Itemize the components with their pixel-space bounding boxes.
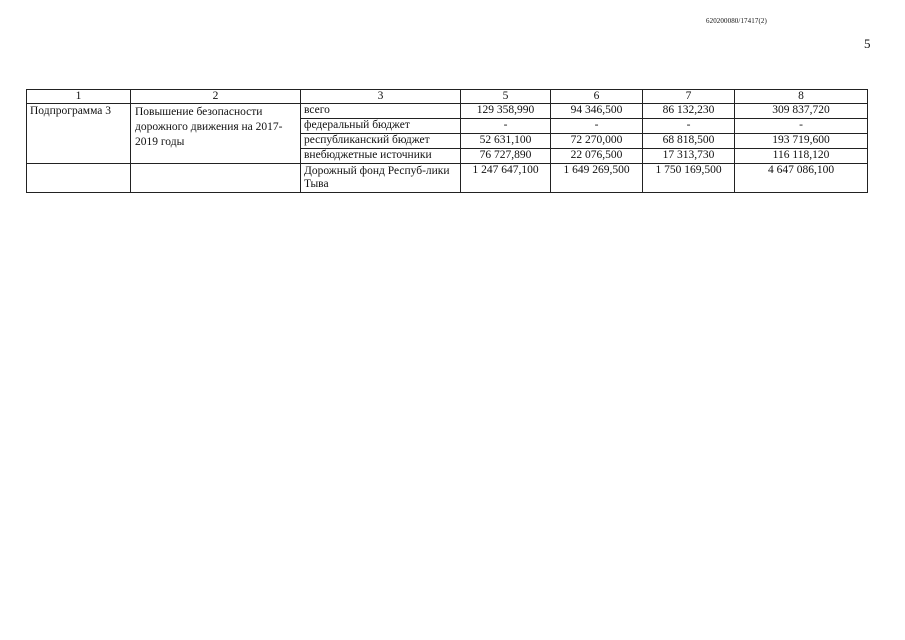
program-title: Повышение безопасности дорожного движения на 2017-2019 годы xyxy=(131,104,301,164)
table-cell: - xyxy=(551,119,643,134)
table-cell: 17 313,730 xyxy=(643,149,735,164)
page-number: 5 xyxy=(864,36,871,51)
column-header: 3 xyxy=(301,90,461,104)
funding-source: федеральный бюджет xyxy=(301,119,461,134)
column-header: 6 xyxy=(551,90,643,104)
table-cell: 76 727,890 xyxy=(461,149,551,164)
table-cell: - xyxy=(643,119,735,134)
budget-table xyxy=(26,89,868,193)
funding-source: республиканский бюджет xyxy=(301,134,461,149)
table-cell: 68 818,500 xyxy=(643,134,735,149)
funding-source: Дорожный фонд Респуб-лики Тыва xyxy=(301,164,461,193)
program-label: Подпрограмма 3 xyxy=(27,104,131,164)
table-cell: 1 649 269,500 xyxy=(551,164,643,193)
column-header: 7 xyxy=(643,90,735,104)
table-cell: 52 631,100 xyxy=(461,134,551,149)
table-cell: - xyxy=(461,119,551,134)
funding-source: всего xyxy=(301,104,461,119)
table-cell: 4 647 086,100 xyxy=(735,164,868,193)
table-cell: 94 346,500 xyxy=(551,104,643,119)
table-cell: 116 118,120 xyxy=(735,149,868,164)
table-cell xyxy=(131,164,301,193)
column-header: 2 xyxy=(131,90,301,104)
table-cell xyxy=(27,164,131,193)
table-cell: 1 247 647,100 xyxy=(461,164,551,193)
table-row xyxy=(27,104,868,119)
table-cell: 193 719,600 xyxy=(735,134,868,149)
table-cell: 22 076,500 xyxy=(551,149,643,164)
table-header-row xyxy=(27,90,868,104)
column-header: 5 xyxy=(461,90,551,104)
table-cell: 1 750 169,500 xyxy=(643,164,735,193)
table-cell: - xyxy=(735,119,868,134)
table-cell: 309 837,720 xyxy=(735,104,868,119)
table-row xyxy=(27,164,868,193)
column-header: 8 xyxy=(735,90,868,104)
table-cell: 72 270,000 xyxy=(551,134,643,149)
table-cell: 129 358,990 xyxy=(461,104,551,119)
table-cell: 86 132,230 xyxy=(643,104,735,119)
funding-source: внебюджетные источники xyxy=(301,149,461,164)
document-id: 620200080/17417(2) xyxy=(706,17,767,25)
column-header: 1 xyxy=(27,90,131,104)
